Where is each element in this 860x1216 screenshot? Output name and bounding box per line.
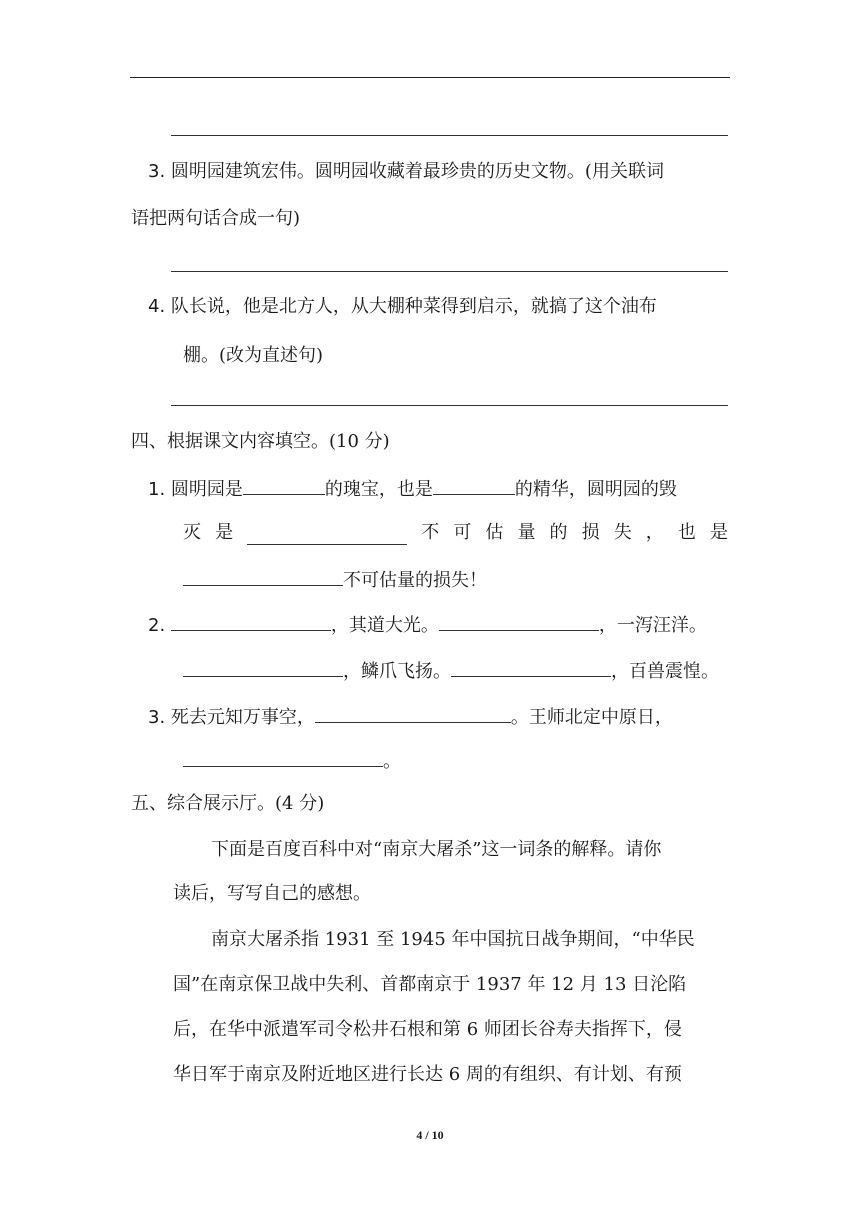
question-number: 1. xyxy=(148,479,166,500)
question-3-continued: 语把两句话合成一句) xyxy=(131,208,301,229)
paragraph-line: 后，在华中派遣军司令松井石根和第 6 师团长谷寿夫指挥下，侵 xyxy=(173,1019,682,1040)
fill-blank[interactable] xyxy=(243,476,325,495)
text-char: ， xyxy=(645,522,664,543)
question-number: 3. xyxy=(148,161,166,182)
fill-blank[interactable] xyxy=(439,612,599,631)
paragraph-line: 华日军于南京及附近地区进行长达 6 周的有组织、有计划、有预 xyxy=(173,1064,682,1085)
text-char: 灭 xyxy=(183,522,201,543)
paragraph-line: 读后，写写自己的感想。 xyxy=(173,883,371,904)
text-segment: 。 xyxy=(383,751,401,772)
fill-blank[interactable] xyxy=(183,748,383,767)
text-segment: 的瑰宝，也是 xyxy=(324,479,433,500)
fill-question-2 xyxy=(148,612,707,638)
text-char: 不 xyxy=(421,522,440,543)
fill-blank[interactable] xyxy=(451,658,611,677)
question-number: 4. xyxy=(148,296,166,317)
text-segment: 死去元知万事空， xyxy=(170,707,315,728)
fill-question-1-line2 xyxy=(183,521,728,545)
question-number: 3. xyxy=(148,707,166,728)
text-char: 也 xyxy=(677,522,696,543)
text-segment: 的精华，圆明园的毁 xyxy=(514,479,677,500)
text-segment: ，其道大光。 xyxy=(330,615,439,636)
fill-blank[interactable] xyxy=(433,476,515,495)
text-char: 失 xyxy=(613,522,632,543)
text-char: 估 xyxy=(485,522,504,543)
fill-blank[interactable] xyxy=(171,612,331,631)
text-segment: 不可估量的损失！ xyxy=(343,570,487,591)
text-char: 损 xyxy=(581,522,600,543)
fill-question-2-line2 xyxy=(183,658,719,684)
fill-blank[interactable] xyxy=(183,658,343,677)
text-char: 是 xyxy=(215,522,234,543)
text-segment: 圆明园是 xyxy=(170,479,243,500)
fill-question-3 xyxy=(148,704,673,730)
text-char: 可 xyxy=(453,522,472,543)
page-number: 4 / 10 xyxy=(416,1128,444,1142)
fill-blank[interactable] xyxy=(315,704,511,723)
question-4-continued: 棚。(改为直述句) xyxy=(183,345,324,366)
text-segment: 。王师北定中原日， xyxy=(510,707,673,728)
question-3 xyxy=(148,160,664,184)
header-rule xyxy=(130,77,730,78)
answer-line xyxy=(171,135,728,136)
text-segment: ，鳞爪飞扬。 xyxy=(343,661,451,682)
question-text: 圆明园建筑宏伟。圆明园收藏着最珍贵的历史文物。(用关联词 xyxy=(170,161,664,182)
text-char: 是 xyxy=(709,522,728,543)
fill-blank[interactable] xyxy=(183,567,343,586)
text-segment: ，一泻汪洋。 xyxy=(598,615,707,636)
fill-blank[interactable] xyxy=(247,526,407,545)
section-5-title: 五、综合展示厅。(4 分) xyxy=(131,793,325,814)
text-segment: ，百兽震惶。 xyxy=(611,661,719,682)
fill-question-3-line2 xyxy=(183,748,401,774)
text-char: 量 xyxy=(517,522,536,543)
answer-line xyxy=(171,405,728,406)
fill-question-1-line3 xyxy=(183,567,487,593)
paragraph-line: 国”在南京保卫战中失利、首都南京于 1937 年 12 月 13 日沦陷 xyxy=(173,974,687,995)
fill-question-1 xyxy=(148,476,677,502)
question-4 xyxy=(148,295,657,319)
answer-line xyxy=(171,271,728,272)
section-4-title: 四、根据课文内容填空。(10 分) xyxy=(131,431,390,452)
question-number: 2. xyxy=(148,615,166,636)
paragraph-line: 下面是百度百科中对“南京大屠杀”这一词条的解释。请你 xyxy=(211,839,662,860)
paragraph-line: 南京大屠杀指 1931 至 1945 年中国抗日战争期间，“中华民 xyxy=(211,929,695,950)
text-char: 的 xyxy=(549,522,568,543)
question-text: 队长说，他是北方人，从大棚种菜得到启示，就搞了这个油布 xyxy=(170,296,657,317)
